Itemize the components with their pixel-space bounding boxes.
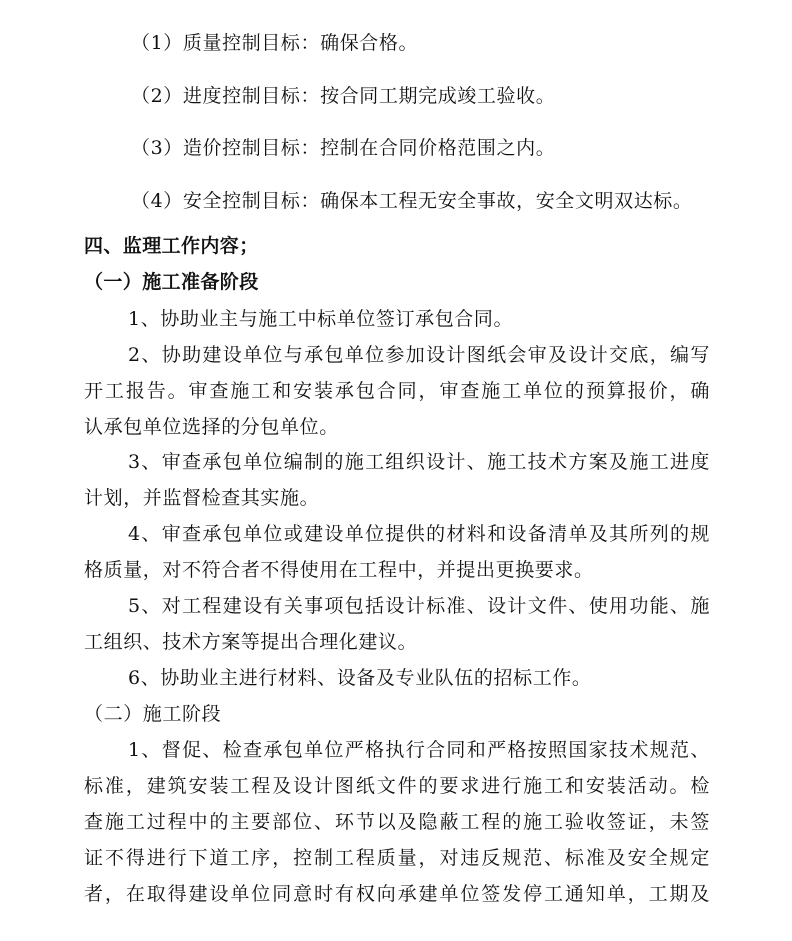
goal-cost: （3）造价控制目标：控制在合同价格范围之内。 [131,137,556,159]
stage1-item-5-line2: 工组织、技术方案等提出合理化建议。 [84,631,418,653]
stage2-item-1-line2: 标准，建筑安装工程及设计图纸文件的要求进行施工和安装活动。检 [84,775,710,797]
stage1-item-3-line1: 3、审查承包单位编制的施工组织设计、施工技术方案及施工进度 [128,451,710,473]
goal-schedule: （2）进度控制目标：按合同工期完成竣工验收。 [131,85,556,107]
stage2-item-1-line1: 1、督促、检查承包单位严格执行合同和严格按照国家技术规范、 [128,739,710,761]
stage2-item-1-line4: 证不得进行下道工序，控制工程质量，对违反规范、标准及安全规定 [84,847,710,869]
stage1-item-4-line2: 格质量，对不符合者不得使用在工程中，并提出更换要求。 [84,559,594,581]
stage1-item-2-line1: 2、协助建设单位与承包单位参加设计图纸会审及设计交底，编写 [128,344,710,366]
stage1-item-1: 1、协助业主与施工中标单位签订承包合同。 [128,308,514,330]
stage1-item-6: 6、协助业主进行材料、设备及专业队伍的招标工作。 [128,667,592,689]
stage1-item-5-line1: 5、对工程建设有关事项包括设计标准、设计文件、使用功能、施 [128,595,710,617]
stage1-item-2-line3: 认承包单位选择的分包单位。 [84,416,339,438]
stage2-heading: （二）施工阶段 [84,703,222,725]
goal-safety: （4）安全控制目标：确保本工程无安全事故，安全文明双达标。 [131,190,693,212]
stage1-item-2-line2: 开工报告。审查施工和安装承包合同，审查施工单位的预算报价，确 [84,380,710,402]
stage1-heading: （一）施工准备阶段 [84,271,259,293]
stage2-item-1-line3: 查施工过程中的主要部位、环节以及隐蔽工程的施工验收签证，未签 [84,811,710,833]
stage2-item-1-line5: 者，在取得建设单位同意时有权向承建单位签发停工通知单，工期及 [84,883,710,905]
goal-quality: （1）质量控制目标：确保合格。 [131,32,419,54]
stage1-item-4-line1: 4、审查承包单位或建设单位提供的材料和设备清单及其所列的规 [128,523,710,545]
stage1-item-3-line2: 计划，并监督检查其实施。 [84,487,320,509]
section-heading: 四、监理工作内容； [84,235,259,257]
